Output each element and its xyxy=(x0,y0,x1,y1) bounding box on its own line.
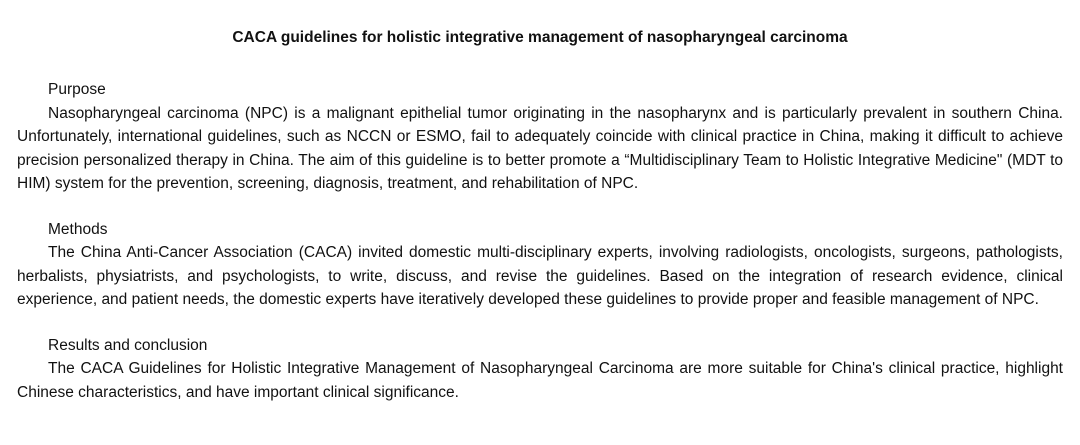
section-results xyxy=(17,334,1063,405)
section-body-purpose: Nasopharyngeal carcinoma (NPC) is a malignant epithelial tumor originating in the nasopharynx and is particularly prevalent in southern China. Unfortunately, international guidelines, such as NCCN or ESMO, fail to adequately coincide with clinical practice in China, making it difficult to achieve precision personalized therapy in China. The aim of this guideline is to better promote a “Multidisciplinary Team to Holistic Integrative Medicine" (MDT to HIM) system for the prevention, screening, diagnosis, treatment, and rehabilitation of NPC. xyxy=(17,104,1063,192)
section-methods xyxy=(17,218,1063,312)
section-heading-methods: Methods xyxy=(48,220,108,238)
section-body-methods: The China Anti-Cancer Association (CACA) invited domestic multi-disciplinary experts, involving radiologists, oncologists, surgeons, pathologists, herbalists, physiatrists, and psychologists, to write, discuss, and revise the guidelines. Based on the integration of research evidence, clinical experience, and patient needs, the domestic experts have iteratively developed these guidelines to provide proper and feasible management of NPC. xyxy=(17,244,1063,308)
section-heading-results: Results and conclusion xyxy=(48,336,208,354)
section-purpose xyxy=(17,78,1063,196)
document-title: CACA guidelines for holistic integrative management of nasopharyngeal carcinoma xyxy=(232,29,848,46)
section-body-results: The CACA Guidelines for Holistic Integrative Management of Nasopharyngeal Carcinoma are more suitable for China's clinical practice, highlight Chinese characteristics, and have important clinical significance. xyxy=(17,360,1063,401)
section-heading-purpose: Purpose xyxy=(48,81,106,98)
